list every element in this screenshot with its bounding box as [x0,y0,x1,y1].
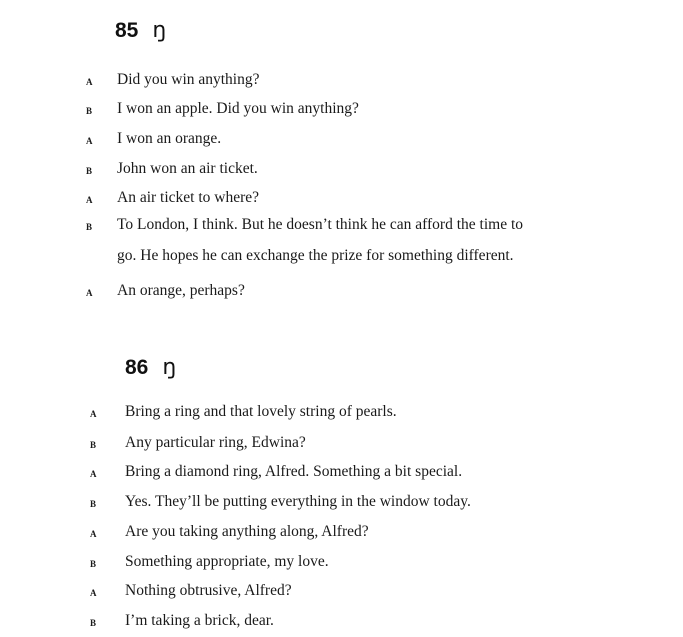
line-text: I won an orange. [117,130,222,147]
speaker-label: B [86,106,93,116]
section-heading-86 [125,355,176,380]
speaker-label: A [90,529,97,539]
speaker-label: B [90,559,97,569]
phonetic-symbol: ŋ [162,355,177,380]
speaker-label: A [86,288,93,298]
speaker-label: A [90,409,97,419]
speaker-label: B [90,440,97,450]
line-text: Did you win anything? [117,71,260,88]
speaker-label: A [86,136,93,146]
phonetic-symbol: ŋ [152,18,167,43]
line-text: Bring a diamond ring, Alfred. Something a bit special. [125,463,463,480]
line-text: Any particular ring, Edwina? [125,434,306,451]
line-text: Yes. They’ll be putting everything in the window today. [125,493,471,510]
speaker-label: A [86,195,93,205]
line-text: Nothing obtrusive, Alfred? [125,582,292,599]
section-heading-85 [115,18,166,43]
line-text: To London, I think. But he doesn’t think he can afford the time to [117,216,524,233]
speaker-label: A [90,588,97,598]
speaker-label: B [86,166,93,176]
line-text: I’m taking a brick, dear. [125,612,274,629]
speaker-label: B [86,222,93,232]
speaker-label: A [90,469,97,479]
line-text: An orange, perhaps? [117,282,245,299]
line-text: Bring a ring and that lovely string of pearls. [125,403,397,420]
line-text: John won an air ticket. [117,160,258,177]
line-text: Are you taking anything along, Alfred? [125,523,369,540]
speaker-label: B [90,618,97,628]
line-text: I won an apple. Did you win anything? [117,100,359,117]
section-number: 85 [115,19,139,42]
speaker-label: B [90,499,97,509]
section-number: 86 [125,356,149,379]
line-text: Something appropriate, my love. [125,553,329,570]
line-text: An air ticket to where? [117,189,260,206]
line-continuation: go. He hopes he can exchange the prize for something different. [117,247,514,264]
speaker-label: A [86,77,93,87]
